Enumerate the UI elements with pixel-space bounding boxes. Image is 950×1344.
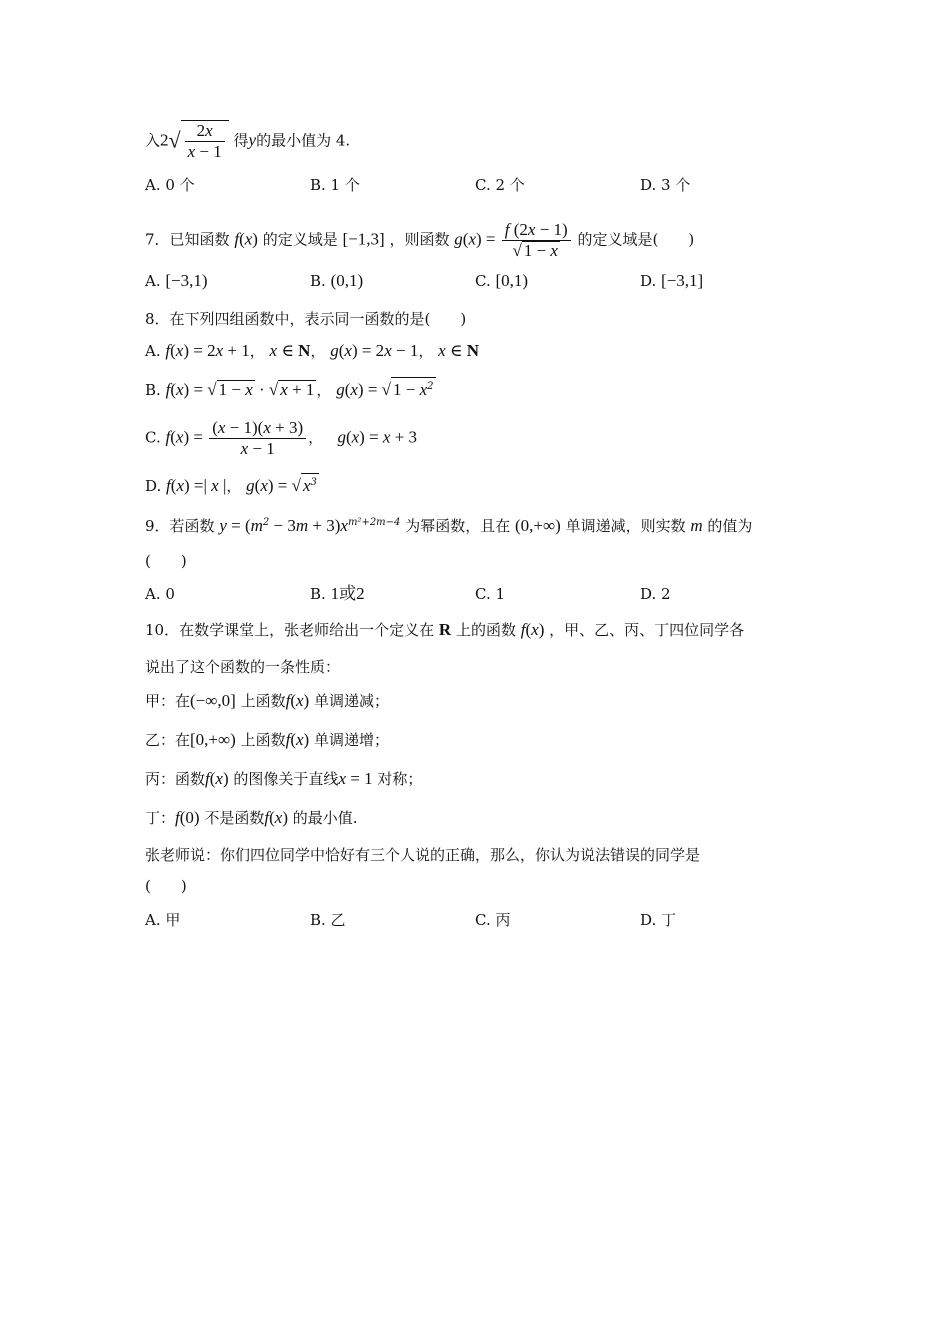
q10-ding: 丁：f(0) 不是函数f(x) 的最小值. bbox=[145, 808, 358, 827]
q6-tail-prefix: 入 bbox=[145, 131, 161, 150]
q6-tail-line: 入2√ $\frac{2x}{x - 1}$ 得y的最小值为 4. bbox=[145, 121, 351, 161]
q8-option-b: B. f(x) = √ 1 − x · √ x + 1 ， g(x) = √ $1 - x^2$ bbox=[145, 377, 436, 400]
q10-option-a: A. 甲 bbox=[145, 911, 181, 929]
q9-stem: 9．若函数 $y = (m^2 - 3m + 3)x^{m^2+2m-4}$ 为幂函数，且在 (0,+∞) 单调递减，则实数 m 的值为 bbox=[145, 516, 753, 535]
q6-tail-var: y bbox=[248, 130, 257, 150]
q9-option-d: D. 2 bbox=[640, 585, 671, 603]
q8-option-c: C. f(x) = $\frac{(x - 1)(x + 3)}{x - 1}$ ， g(x) = x + 3 bbox=[145, 418, 418, 458]
q9-stem-c: 单调递减，则实数 bbox=[565, 517, 686, 535]
q10-stem-b: 上的函数 bbox=[455, 621, 516, 639]
q7-option-a: A. [−3,1) bbox=[145, 271, 208, 290]
q9-paren: ( ) bbox=[145, 552, 187, 570]
q7-option-c-math: [0,1) bbox=[495, 271, 529, 290]
q10-option-b: B. 乙 bbox=[310, 911, 346, 929]
q9-stem-d: 的值为 bbox=[707, 517, 753, 535]
q7-option-b: B. (0,1) bbox=[310, 271, 364, 290]
q6-tail-end: 的最小值为 4. bbox=[256, 131, 351, 150]
q6-option-c: C. 2 个 bbox=[475, 176, 525, 194]
q7-stem: 7．已知函数 f(x) 的定义域是 [−1,3] ，则函数 g(x) = $\frac{f (2x - 1)}{√ 1 - x}$ 的定义域是( ) bbox=[145, 220, 695, 260]
q10-option-d: D. 丁 bbox=[640, 911, 677, 929]
q9-option-b: B. 1或2 bbox=[310, 584, 365, 603]
q7-option-d: D. [−3,1] bbox=[640, 271, 704, 290]
q10-stem: 10．在数学课堂上，张老师给出一个定义在 R 上的函数 f(x) ，甲、乙、丙、丁四位同学各 bbox=[145, 620, 745, 639]
q7-stem-a: 7．已知函数 bbox=[145, 230, 230, 249]
q9-option-a: A. 0 bbox=[145, 585, 175, 603]
q10-stem-a: 10．在数学课堂上，张老师给出一个定义在 bbox=[145, 621, 435, 639]
q8-option-a: A. f(x) = 2x + 1， x ∈ N， g(x) = 2x − 1， x ∈ N bbox=[145, 341, 480, 360]
q10-yi: 乙：在[0,+∞) 上函数f(x) 单调递增； bbox=[145, 730, 390, 749]
q6-option-b: B. 1 个 bbox=[310, 176, 360, 194]
q7-option-a-math: [−3,1) bbox=[165, 271, 208, 290]
q7-option-b-math: (0,1) bbox=[330, 271, 364, 290]
q8-stem: 8．在下列四组函数中，表示同一函数的是( ) bbox=[145, 310, 467, 328]
q10-stem-line2: 说出了这个函数的一条性质： bbox=[145, 658, 341, 676]
q10-option-c: C. 丙 bbox=[475, 911, 511, 929]
q10-stem-c: ，甲、乙、丙、丁四位同学各 bbox=[549, 621, 745, 639]
q9-option-c: C. 1 bbox=[475, 585, 506, 603]
q7-option-c: C. [0,1) bbox=[475, 271, 529, 290]
q10-teacher: 张老师说：你们四位同学中恰好有三个人说的正确，那么，你认为说法错误的同学是 bbox=[145, 846, 701, 864]
q10-jia: 甲：在(−∞,0] 上函数f(x) 单调递减； bbox=[145, 691, 390, 710]
q9-stem-b: 为幂函数，且在 bbox=[405, 517, 511, 535]
q7-option-d-math: [−3,1] bbox=[661, 271, 704, 290]
q7-stem-c: ，则函数 bbox=[389, 230, 450, 249]
q10-bing: 丙：函数f(x) 的图像关于直线x = 1 对称； bbox=[145, 769, 423, 788]
q8-option-d: D. f(x) =| x |， g(x) = √ $x^3$ bbox=[145, 473, 319, 496]
q9-option-b-math: 1或2 bbox=[330, 584, 365, 603]
q6-option-a: A. 0 个 bbox=[145, 176, 195, 194]
q6-tail-suffix: 得 bbox=[233, 131, 249, 150]
q7-stem-b: 的定义域是 bbox=[262, 230, 338, 249]
q6-option-d: D. 3 个 bbox=[640, 176, 691, 194]
q10-paren: ( ) bbox=[145, 877, 187, 895]
q7-stem-d: 的定义域是( ) bbox=[577, 230, 695, 249]
q9-stem-a: 9．若函数 bbox=[145, 517, 215, 535]
